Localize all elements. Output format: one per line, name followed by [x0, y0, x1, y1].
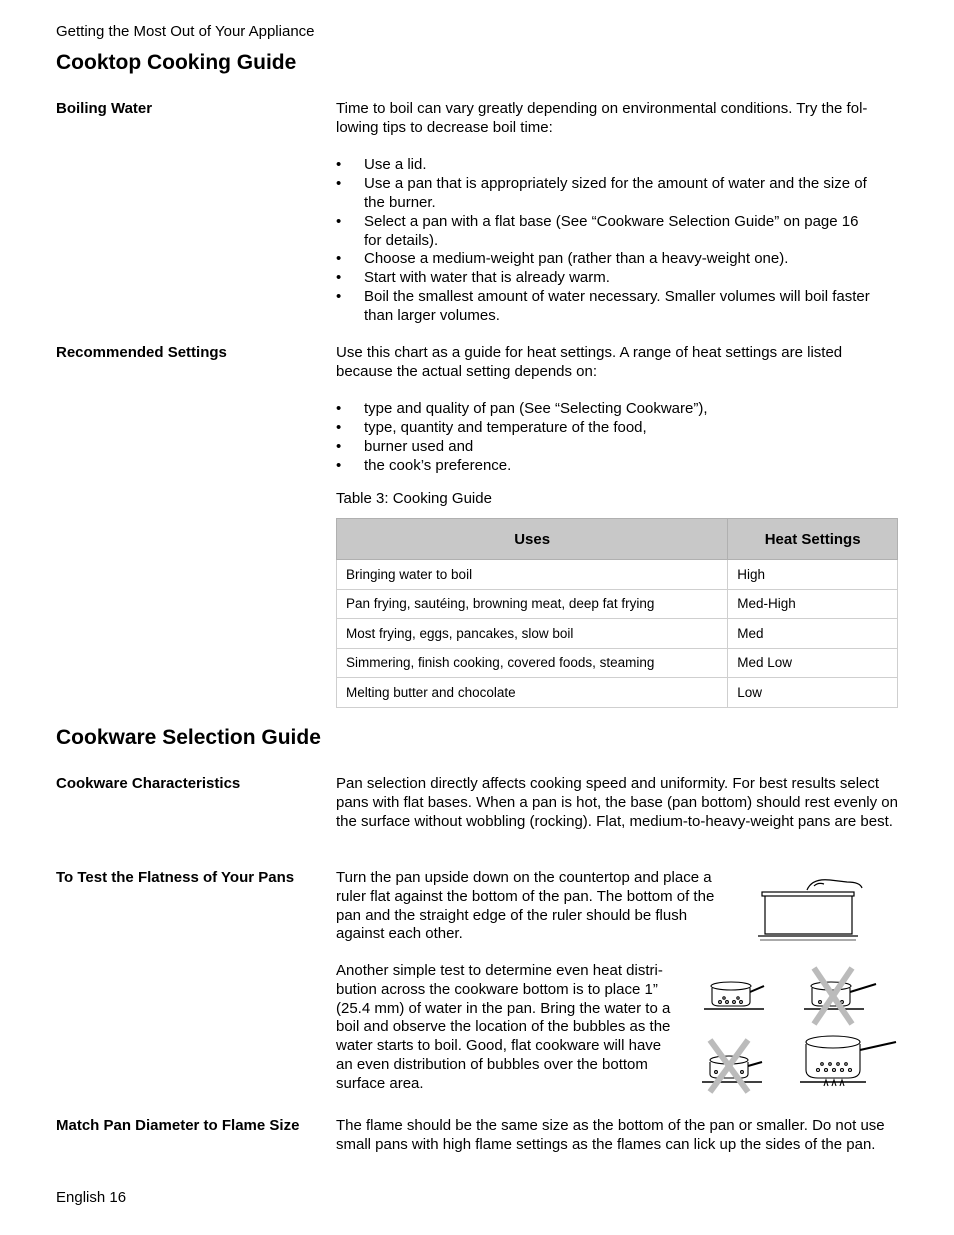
heat-factors-list [336, 400, 898, 475]
table-cell-use: Most frying, eggs, pancakes, slow boil [337, 619, 728, 649]
table-cell-use: Simmering, finish cooking, covered foods, steaming [337, 648, 728, 678]
list-item: • Use a pan that is appropriately sized for the amount of water and the size of the burner. [336, 175, 870, 213]
label-recommended-settings: Recommended Settings [56, 344, 227, 361]
boiling-tips-list [336, 156, 870, 325]
column-header-heat-settings: Heat Settings [728, 519, 898, 560]
boiling-water-block [336, 100, 898, 326]
list-item: • type and quality of pan (See “Selecting Cookware”), [336, 400, 898, 419]
boiling-intro-line-1: Time to boil can vary greatly depending on environmental conditions. Try the fol- [336, 100, 868, 117]
page-footer: English 16 [56, 1189, 127, 1206]
cooking-guide-table-wrap [336, 518, 898, 708]
table-row [337, 678, 898, 708]
list-item: • Start with water that is already warm. [336, 269, 870, 288]
list-item: • Boil the smallest amount of water necessary. Smaller volumes will boil faster than larger volumes. [336, 288, 870, 326]
list-item: • Choose a medium-weight pan (rather than a heavy-weight one). [336, 250, 870, 269]
table-cell-heat: Med [728, 619, 898, 649]
label-pan-diameter: Match Pan Diameter to Flame Size [56, 1117, 300, 1134]
table-cell-use: Pan frying, sautéing, browning meat, deep fat frying [337, 589, 728, 619]
table-cell-heat: Med-High [728, 589, 898, 619]
flatness-text-1: Turn the pan upside down on the countertop and place a ruler flat against the bottom of the pan. The bottom of the pan and the straight edge of the ruler should be flush against each other. [336, 869, 715, 943]
list-item: • Use a lid. [336, 156, 870, 175]
small-pan-uneven-icon [702, 1040, 762, 1092]
small-pan-good-icon [704, 982, 764, 1009]
table-cell-use: Bringing water to boil [337, 560, 728, 590]
large-pan-good-icon [800, 1036, 896, 1086]
cooking-guide-table [336, 518, 898, 708]
list-item: • burner used and [336, 438, 898, 457]
column-header-uses: Uses [337, 519, 728, 560]
list-item: • type, quantity and temperature of the food, [336, 419, 898, 438]
recommended-settings-block [336, 344, 898, 476]
label-flatness-test: To Test the Flatness of Your Pans [56, 869, 295, 886]
cookware-characteristics-text: Pan selection directly affects cooking speed and uniformity. For best results select pans with flat bases. When a pan is hot, the base (pan bottom) should rest evenly on the surface without wobbling (rocking). Flat, medium-to-heavy-weight pans are best. [336, 775, 898, 830]
table-row [337, 589, 898, 619]
table-cell-heat: Med Low [728, 648, 898, 678]
boiling-intro-line-2: lowing tips to decrease boil time: [336, 118, 553, 136]
table-header-row [337, 519, 898, 560]
bubble-test-illustration [696, 962, 898, 1097]
small-pan-bad-icon [804, 968, 876, 1024]
ruler-icon [762, 892, 854, 896]
table-cell-heat: High [728, 560, 898, 590]
table-row [337, 619, 898, 649]
label-boiling-water: Boiling Water [56, 100, 153, 117]
ruler-flatness-illustration [752, 870, 867, 946]
table-cell-heat: Low [728, 678, 898, 708]
cross-icon [814, 968, 852, 1024]
list-item: • Select a pan with a flat base (See “Cookware Selection Guide” on page 16 for details). [336, 213, 870, 251]
recommended-intro: Use this chart as a guide for heat settings. A range of heat settings are listed because the actual setting depends on: [336, 344, 843, 380]
table-caption: Table 3: Cooking Guide [336, 490, 492, 507]
table-row [337, 648, 898, 678]
table-cell-use: Melting butter and chocolate [337, 678, 728, 708]
cross-icon [710, 1040, 748, 1092]
section-title-cooktop: Cooktop Cooking Guide [56, 51, 297, 74]
pan-diameter-text: The flame should be the same size as the bottom of the pan or smaller. Do not use small pans with high flame settings as the flames can lick up the sides of the pan. [336, 1117, 885, 1153]
flatness-text-2: Another simple test to determine even heat distri-bution across the cookware bottom is to place 1” (25.4 mm) of water in the pan. Bring the water to a boil and observe the location of the bubbles as the water starts to boil. Good, flat cookware will have an even distribution of bubbles over the bottom surface area. [336, 962, 671, 1092]
list-item: • the cook’s preference. [336, 457, 898, 476]
page-header: Getting the Most Out of Your Appliance [56, 23, 315, 40]
table-row [337, 560, 898, 590]
label-cookware-characteristics: Cookware Characteristics [56, 775, 241, 792]
section-title-cookware: Cookware Selection Guide [56, 726, 321, 749]
